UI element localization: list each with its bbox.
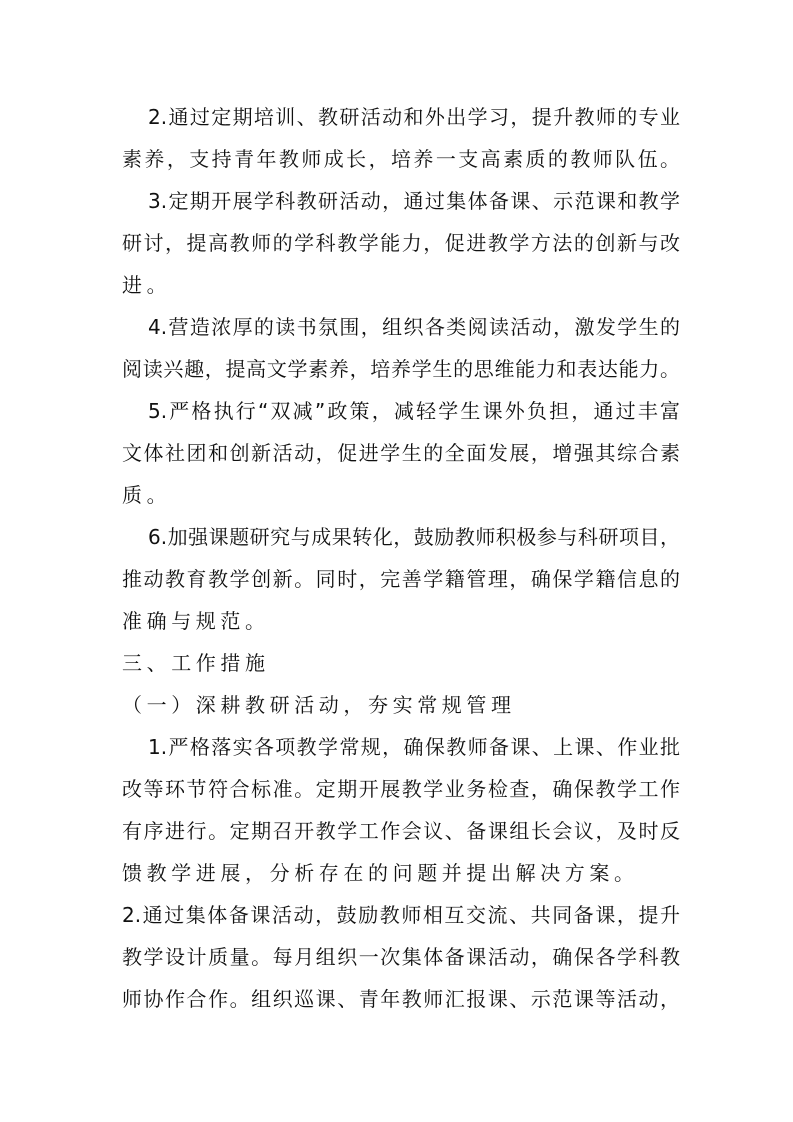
text-line: （一）深耕教研活动，夯实常规管理 (122, 693, 516, 717)
text-line: 阅读兴趣，提高文学素养，培养学生的思维能力和表达能力。 (122, 357, 680, 381)
text-line: 三、工作措施 (122, 651, 270, 675)
text-line: 5.严格执行“双减”政策，减轻学生课外负担，通过丰富 (148, 399, 680, 423)
text-line: 文体社团和创新活动，促进学生的全面发展，增强其综合素 (122, 441, 680, 465)
text-line: 2.通过集体备课活动，鼓励教师相互交流、共同备课，提升 (122, 903, 680, 927)
text-line: 推动教育教学创新。同时，完善学籍管理，确保学籍信息的 (122, 567, 680, 591)
text-line: 3.定期开展学科教研活动，通过集体备课、示范课和教学 (148, 189, 680, 213)
text-line: 进。 (122, 273, 172, 297)
text-line: 1.严格落实各项教学常规，确保教师备课、上课、作业批 (148, 735, 680, 759)
text-line: 准确与规范。 (122, 609, 270, 633)
document-body (122, 96, 680, 1020)
text-line: 馈教学进展，分析存在的问题并提出解决方案。 (122, 861, 639, 885)
text-line: 2.通过定期培训、教研活动和外出学习，提升教师的专业 (148, 105, 680, 129)
text-line: 教学设计质量。每月组织一次集体备课活动，确保各学科教 (122, 945, 680, 969)
text-line: 4.营造浓厚的读书氛围，组织各类阅读活动，激发学生的 (148, 315, 680, 339)
text-line: 质。 (122, 483, 172, 507)
text-line: 改等环节符合标准。定期开展教学业务检查，确保教学工作 (122, 777, 680, 801)
text-line: 素养，支持青年教师成长，培养一支高素质的教师队伍。 (122, 147, 680, 171)
text-line: 师协作合作。组织巡课、青年教师汇报课、示范课等活动， (122, 987, 680, 1011)
text-line: 有序进行。定期召开教学工作会议、备课组长会议，及时反 (122, 819, 680, 843)
text-line: 6.加强课题研究与成果转化，鼓励教师积极参与科研项目， (148, 525, 680, 549)
text-line: 研讨，提高教师的学科教学能力，促进教学方法的创新与改 (122, 231, 680, 255)
